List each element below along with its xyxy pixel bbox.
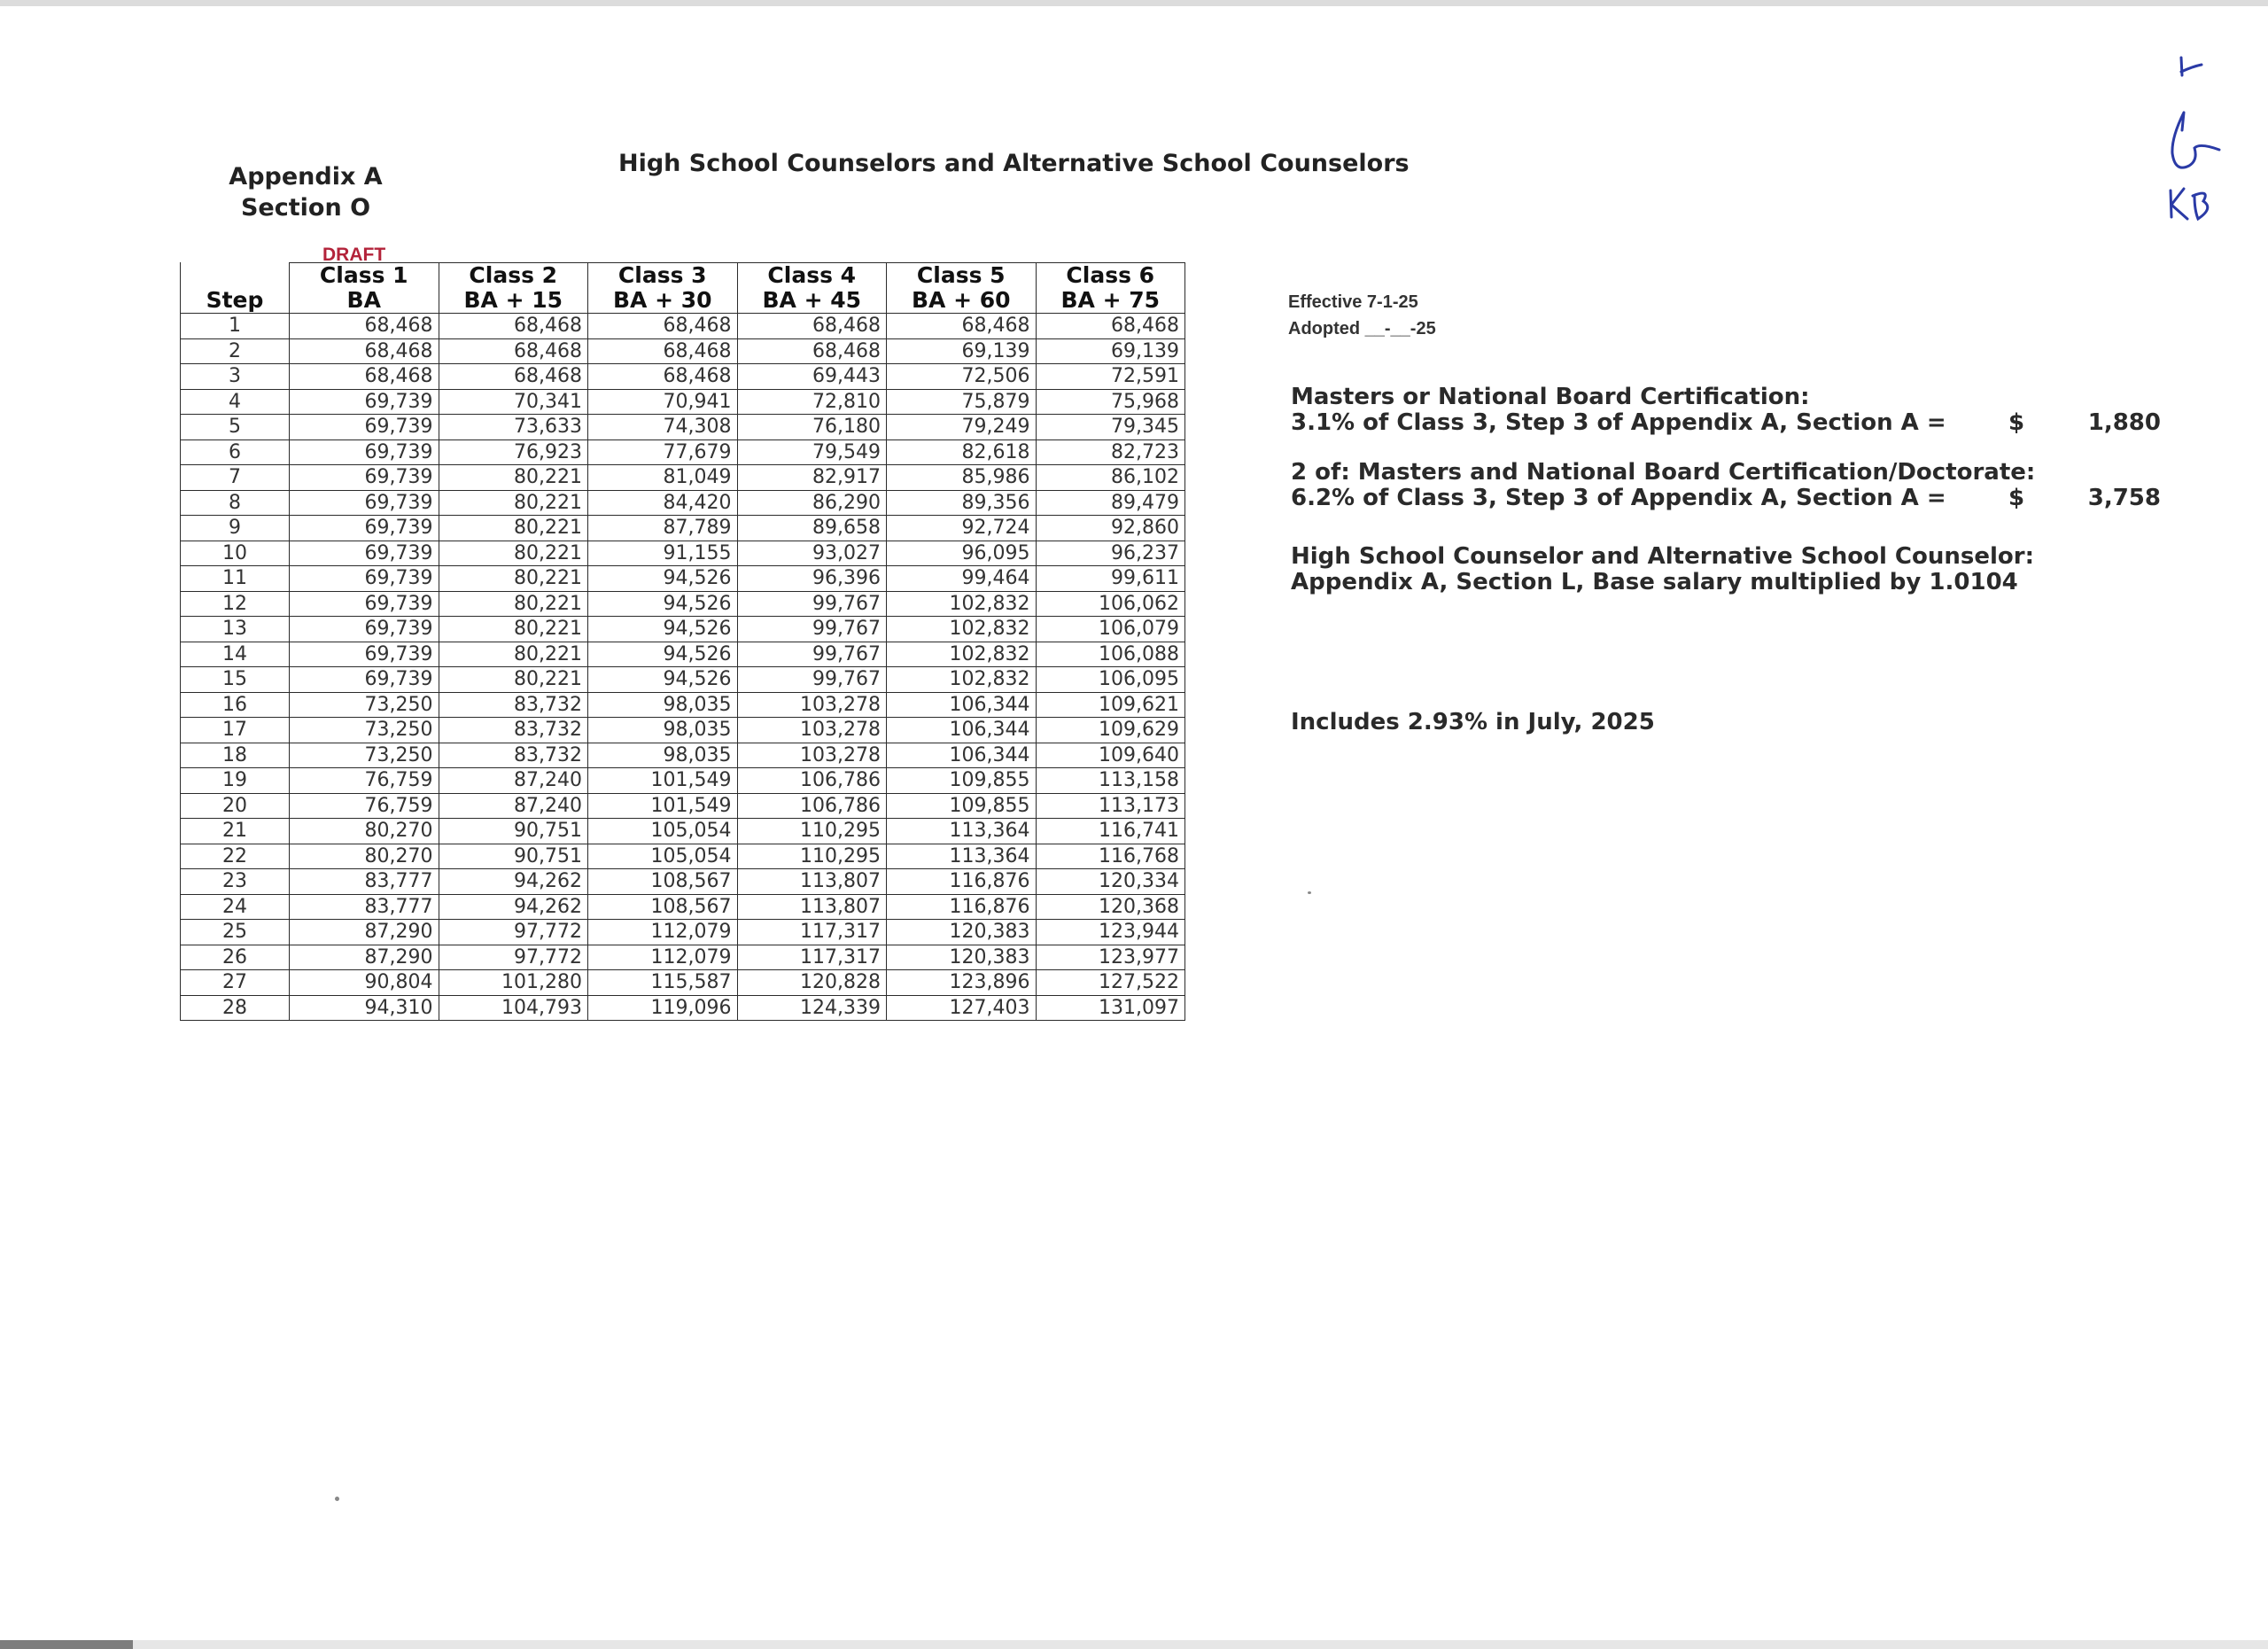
salary-cell: 123,896 <box>887 970 1037 996</box>
appendix-label <box>213 161 399 223</box>
salary-rows <box>181 314 1185 1021</box>
salary-cell: 69,739 <box>290 541 439 566</box>
salary-cell: 120,383 <box>887 920 1037 945</box>
salary-cell: 101,549 <box>588 768 738 794</box>
salary-cell: 84,420 <box>588 490 738 516</box>
counselor-heading: High School Counselor and Alternative School Counselor: <box>1291 543 2034 570</box>
salary-cell: 124,339 <box>737 995 887 1021</box>
salary-cell: 113,807 <box>737 894 887 920</box>
two-of-amount: 3,758 <box>2087 485 2161 511</box>
salary-cell: 69,739 <box>290 465 439 491</box>
effective-block <box>1288 289 1436 342</box>
step-cell: 4 <box>181 389 290 415</box>
salary-cell: 96,095 <box>887 541 1037 566</box>
step-cell: 10 <box>181 541 290 566</box>
salary-cell: 91,155 <box>588 541 738 566</box>
table-row <box>181 894 1185 920</box>
includes-note: Includes 2.93% in July, 2025 <box>1291 709 1655 735</box>
scan-edge-top <box>0 0 2268 6</box>
salary-cell: 68,468 <box>737 314 887 339</box>
salary-cell: 87,290 <box>290 920 439 945</box>
table-row <box>181 743 1185 768</box>
effective-date: Effective 7-1-25 <box>1288 292 1418 312</box>
table-row <box>181 970 1185 996</box>
salary-cell: 123,944 <box>1036 920 1185 945</box>
appendix-line: Appendix A <box>229 163 383 191</box>
salary-cell: 69,739 <box>290 642 439 667</box>
table-row <box>181 389 1185 415</box>
salary-cell: 80,270 <box>290 819 439 844</box>
step-cell: 6 <box>181 439 290 465</box>
salary-cell: 93,027 <box>737 541 887 566</box>
salary-cell: 106,786 <box>737 793 887 819</box>
table-row <box>181 995 1185 1021</box>
salary-cell: 120,334 <box>1036 869 1185 895</box>
salary-cell: 99,611 <box>1036 566 1185 592</box>
table-row <box>181 490 1185 516</box>
step-cell: 28 <box>181 995 290 1021</box>
degree-header: BA + 15 <box>439 288 588 314</box>
salary-cell: 80,270 <box>290 844 439 869</box>
salary-cell: 106,786 <box>737 768 887 794</box>
salary-cell: 120,828 <box>737 970 887 996</box>
step-header: Step <box>181 288 290 314</box>
salary-cell: 98,035 <box>588 743 738 768</box>
salary-cell: 89,356 <box>887 490 1037 516</box>
salary-cell: 69,739 <box>290 490 439 516</box>
scan-speck <box>1308 891 1311 894</box>
table-row <box>181 945 1185 970</box>
salary-cell: 115,587 <box>588 970 738 996</box>
salary-cell: 80,221 <box>439 490 588 516</box>
two-of-dollar-sign: $ <box>2008 485 2025 511</box>
step-cell: 26 <box>181 945 290 970</box>
step-cell: 12 <box>181 591 290 617</box>
salary-cell: 108,567 <box>588 894 738 920</box>
salary-schedule-table <box>180 262 1185 1021</box>
salary-cell: 123,977 <box>1036 945 1185 970</box>
step-cell: 14 <box>181 642 290 667</box>
salary-cell: 81,049 <box>588 465 738 491</box>
table-row <box>181 768 1185 794</box>
salary-cell: 68,468 <box>290 364 439 390</box>
step-cell: 5 <box>181 415 290 440</box>
salary-cell: 68,468 <box>439 338 588 364</box>
salary-cell: 110,295 <box>737 819 887 844</box>
salary-cell: 69,739 <box>290 516 439 541</box>
salary-cell: 94,262 <box>439 894 588 920</box>
salary-cell: 69,739 <box>290 439 439 465</box>
salary-cell: 68,468 <box>887 314 1037 339</box>
salary-cell: 102,832 <box>887 591 1037 617</box>
salary-cell: 69,139 <box>1036 338 1185 364</box>
salary-cell: 69,739 <box>290 415 439 440</box>
salary-cell: 87,290 <box>290 945 439 970</box>
table-row <box>181 566 1185 592</box>
handwritten-initials <box>2148 49 2228 226</box>
salary-cell: 92,860 <box>1036 516 1185 541</box>
salary-cell: 70,941 <box>588 389 738 415</box>
salary-cell: 101,280 <box>439 970 588 996</box>
salary-cell: 106,079 <box>1036 617 1185 642</box>
salary-cell: 87,240 <box>439 768 588 794</box>
salary-cell: 94,526 <box>588 617 738 642</box>
salary-cell: 80,221 <box>439 617 588 642</box>
salary-cell: 68,468 <box>588 364 738 390</box>
salary-cell: 94,526 <box>588 566 738 592</box>
salary-cell: 97,772 <box>439 920 588 945</box>
class-header: Class 5 <box>887 263 1037 289</box>
salary-cell: 74,308 <box>588 415 738 440</box>
salary-cell: 86,102 <box>1036 465 1185 491</box>
salary-cell: 103,278 <box>737 743 887 768</box>
salary-cell: 73,250 <box>290 743 439 768</box>
salary-cell: 108,567 <box>588 869 738 895</box>
table-row <box>181 718 1185 743</box>
salary-cell: 94,262 <box>439 869 588 895</box>
salary-cell: 106,344 <box>887 743 1037 768</box>
step-cell: 19 <box>181 768 290 794</box>
scan-speck <box>335 1497 339 1501</box>
salary-cell: 113,807 <box>737 869 887 895</box>
salary-cell: 96,396 <box>737 566 887 592</box>
masters-dollar-sign: $ <box>2008 409 2025 436</box>
section-line: Section O <box>240 194 371 222</box>
salary-cell: 102,832 <box>887 642 1037 667</box>
salary-cell: 83,732 <box>439 692 588 718</box>
salary-cell: 79,345 <box>1036 415 1185 440</box>
salary-cell: 106,344 <box>887 718 1037 743</box>
page-title: High School Counselors and Alternative School Counselors <box>618 150 1410 177</box>
salary-cell: 69,739 <box>290 667 439 693</box>
salary-cell: 120,368 <box>1036 894 1185 920</box>
masters-formula: 3.1% of Class 3, Step 3 of Appendix A, Section A = <box>1291 409 1946 436</box>
salary-cell: 96,237 <box>1036 541 1185 566</box>
step-cell: 9 <box>181 516 290 541</box>
step-cell: 21 <box>181 819 290 844</box>
step-cell: 24 <box>181 894 290 920</box>
step-cell: 25 <box>181 920 290 945</box>
salary-cell: 105,054 <box>588 844 738 869</box>
salary-cell: 77,679 <box>588 439 738 465</box>
salary-cell: 106,344 <box>887 692 1037 718</box>
salary-cell: 94,310 <box>290 995 439 1021</box>
degree-header: BA <box>290 288 439 314</box>
masters-amount: 1,880 <box>2087 409 2161 436</box>
salary-cell: 99,767 <box>737 642 887 667</box>
salary-cell: 68,468 <box>1036 314 1185 339</box>
salary-cell: 105,054 <box>588 819 738 844</box>
salary-cell: 103,278 <box>737 718 887 743</box>
degree-header: BA + 45 <box>737 288 887 314</box>
salary-cell: 68,468 <box>290 338 439 364</box>
step-cell: 13 <box>181 617 290 642</box>
salary-cell: 98,035 <box>588 692 738 718</box>
salary-cell: 68,468 <box>439 364 588 390</box>
salary-cell: 120,383 <box>887 945 1037 970</box>
salary-cell: 83,777 <box>290 894 439 920</box>
salary-cell: 119,096 <box>588 995 738 1021</box>
salary-cell: 76,759 <box>290 768 439 794</box>
step-cell: 27 <box>181 970 290 996</box>
salary-cell: 109,640 <box>1036 743 1185 768</box>
step-cell: 15 <box>181 667 290 693</box>
table-row <box>181 465 1185 491</box>
salary-cell: 106,088 <box>1036 642 1185 667</box>
salary-cell: 83,732 <box>439 743 588 768</box>
table-row <box>181 516 1185 541</box>
salary-cell: 131,097 <box>1036 995 1185 1021</box>
degree-header: BA + 60 <box>887 288 1037 314</box>
salary-cell: 106,095 <box>1036 667 1185 693</box>
table-row <box>181 314 1185 339</box>
salary-cell: 73,633 <box>439 415 588 440</box>
table-row <box>181 541 1185 566</box>
salary-cell: 72,591 <box>1036 364 1185 390</box>
salary-cell: 99,767 <box>737 591 887 617</box>
table-row <box>181 415 1185 440</box>
salary-cell: 68,468 <box>737 338 887 364</box>
salary-cell: 80,221 <box>439 541 588 566</box>
salary-cell: 68,468 <box>588 314 738 339</box>
table-row <box>181 439 1185 465</box>
salary-cell: 127,403 <box>887 995 1037 1021</box>
salary-cell: 73,250 <box>290 692 439 718</box>
salary-cell: 102,832 <box>887 617 1037 642</box>
table-row <box>181 617 1185 642</box>
salary-cell: 90,751 <box>439 844 588 869</box>
salary-cell: 94,526 <box>588 667 738 693</box>
degree-header: BA + 30 <box>588 288 738 314</box>
table-row <box>181 692 1185 718</box>
salary-cell: 94,526 <box>588 591 738 617</box>
salary-cell: 113,364 <box>887 844 1037 869</box>
salary-cell: 68,468 <box>439 314 588 339</box>
salary-cell: 68,468 <box>588 338 738 364</box>
salary-cell: 92,724 <box>887 516 1037 541</box>
salary-cell: 110,295 <box>737 844 887 869</box>
salary-cell: 83,777 <box>290 869 439 895</box>
salary-cell: 79,549 <box>737 439 887 465</box>
salary-cell: 90,804 <box>290 970 439 996</box>
table-row <box>181 793 1185 819</box>
salary-cell: 103,278 <box>737 692 887 718</box>
salary-cell: 80,221 <box>439 566 588 592</box>
step-cell: 8 <box>181 490 290 516</box>
class-header: Class 3 <box>588 263 738 289</box>
salary-cell: 117,317 <box>737 945 887 970</box>
two-of-formula: 6.2% of Class 3, Step 3 of Appendix A, Section A = <box>1291 485 1946 511</box>
salary-cell: 80,221 <box>439 667 588 693</box>
salary-cell: 76,759 <box>290 793 439 819</box>
adopted-date: Adopted __-__-25 <box>1288 319 1436 338</box>
salary-cell: 69,739 <box>290 591 439 617</box>
salary-cell: 99,767 <box>737 617 887 642</box>
salary-cell: 116,876 <box>887 869 1037 895</box>
step-cell: 17 <box>181 718 290 743</box>
salary-cell: 69,739 <box>290 566 439 592</box>
salary-cell: 109,855 <box>887 793 1037 819</box>
salary-cell: 68,468 <box>290 314 439 339</box>
salary-cell: 82,618 <box>887 439 1037 465</box>
salary-cell: 113,173 <box>1036 793 1185 819</box>
table-row <box>181 642 1185 667</box>
table-row <box>181 819 1185 844</box>
step-cell: 3 <box>181 364 290 390</box>
salary-cell: 87,240 <box>439 793 588 819</box>
salary-cell: 99,464 <box>887 566 1037 592</box>
degree-header: BA + 75 <box>1036 288 1185 314</box>
salary-cell: 69,139 <box>887 338 1037 364</box>
table-row <box>181 920 1185 945</box>
salary-cell: 109,629 <box>1036 718 1185 743</box>
class-header-row <box>181 263 1185 289</box>
salary-cell: 90,751 <box>439 819 588 844</box>
two-of-heading: 2 of: Masters and National Board Certification/Doctorate: <box>1291 459 2036 486</box>
two-of-note <box>1291 459 2161 511</box>
salary-cell: 89,658 <box>737 516 887 541</box>
salary-cell: 76,180 <box>737 415 887 440</box>
salary-cell: 76,923 <box>439 439 588 465</box>
step-cell: 1 <box>181 314 290 339</box>
salary-cell: 89,479 <box>1036 490 1185 516</box>
salary-cell: 112,079 <box>588 945 738 970</box>
step-cell: 23 <box>181 869 290 895</box>
salary-cell: 86,290 <box>737 490 887 516</box>
salary-cell: 70,341 <box>439 389 588 415</box>
two-of-formula-row <box>1291 485 2161 511</box>
salary-cell: 87,789 <box>588 516 738 541</box>
salary-cell: 94,526 <box>588 642 738 667</box>
salary-cell: 112,079 <box>588 920 738 945</box>
draft-stamp: DRAFT <box>322 245 386 265</box>
salary-cell: 116,876 <box>887 894 1037 920</box>
salary-cell: 97,772 <box>439 945 588 970</box>
table-row <box>181 667 1185 693</box>
table-row <box>181 591 1185 617</box>
salary-cell: 80,221 <box>439 516 588 541</box>
salary-cell: 109,855 <box>887 768 1037 794</box>
salary-cell: 72,810 <box>737 389 887 415</box>
salary-cell: 116,741 <box>1036 819 1185 844</box>
salary-cell: 116,768 <box>1036 844 1185 869</box>
salary-cell: 82,917 <box>737 465 887 491</box>
class-header: Class 6 <box>1036 263 1185 289</box>
step-cell: 7 <box>181 465 290 491</box>
salary-cell: 85,986 <box>887 465 1037 491</box>
salary-cell: 73,250 <box>290 718 439 743</box>
masters-heading: Masters or National Board Certification: <box>1291 384 1810 410</box>
salary-cell: 117,317 <box>737 920 887 945</box>
salary-cell: 104,793 <box>439 995 588 1021</box>
scan-edge-shadow <box>0 1640 133 1649</box>
step-cell: 22 <box>181 844 290 869</box>
salary-cell: 127,522 <box>1036 970 1185 996</box>
class-header: Class 2 <box>439 263 588 289</box>
salary-cell: 80,221 <box>439 591 588 617</box>
counselor-formula: Appendix A, Section L, Base salary multiplied by 1.0104 <box>1291 569 2018 595</box>
counselor-note <box>1291 544 2034 595</box>
step-cell: 11 <box>181 566 290 592</box>
salary-cell: 101,549 <box>588 793 738 819</box>
salary-cell: 69,739 <box>290 389 439 415</box>
salary-cell: 106,062 <box>1036 591 1185 617</box>
salary-cell: 82,723 <box>1036 439 1185 465</box>
salary-cell: 69,443 <box>737 364 887 390</box>
step-cell: 18 <box>181 743 290 768</box>
class-header: Class 4 <box>737 263 887 289</box>
salary-cell: 113,158 <box>1036 768 1185 794</box>
salary-cell: 83,732 <box>439 718 588 743</box>
salary-cell: 69,739 <box>290 617 439 642</box>
masters-formula-row <box>1291 409 2161 436</box>
table-row <box>181 338 1185 364</box>
salary-cell: 72,506 <box>887 364 1037 390</box>
class-header: Class 1 <box>290 263 439 289</box>
scan-edge-bottom <box>0 1640 2268 1649</box>
salary-cell: 75,879 <box>887 389 1037 415</box>
degree-header-row <box>181 288 1185 314</box>
step-cell: 20 <box>181 793 290 819</box>
salary-cell: 113,364 <box>887 819 1037 844</box>
table-row <box>181 844 1185 869</box>
step-cell: 2 <box>181 338 290 364</box>
salary-cell: 98,035 <box>588 718 738 743</box>
salary-cell: 109,621 <box>1036 692 1185 718</box>
step-cell: 16 <box>181 692 290 718</box>
table-row <box>181 869 1185 895</box>
salary-cell: 80,221 <box>439 642 588 667</box>
salary-cell: 79,249 <box>887 415 1037 440</box>
masters-note <box>1291 384 2161 436</box>
salary-cell: 99,767 <box>737 667 887 693</box>
step-header-spacer <box>181 263 290 289</box>
salary-cell: 80,221 <box>439 465 588 491</box>
salary-cell: 102,832 <box>887 667 1037 693</box>
table-row <box>181 364 1185 390</box>
salary-cell: 75,968 <box>1036 389 1185 415</box>
